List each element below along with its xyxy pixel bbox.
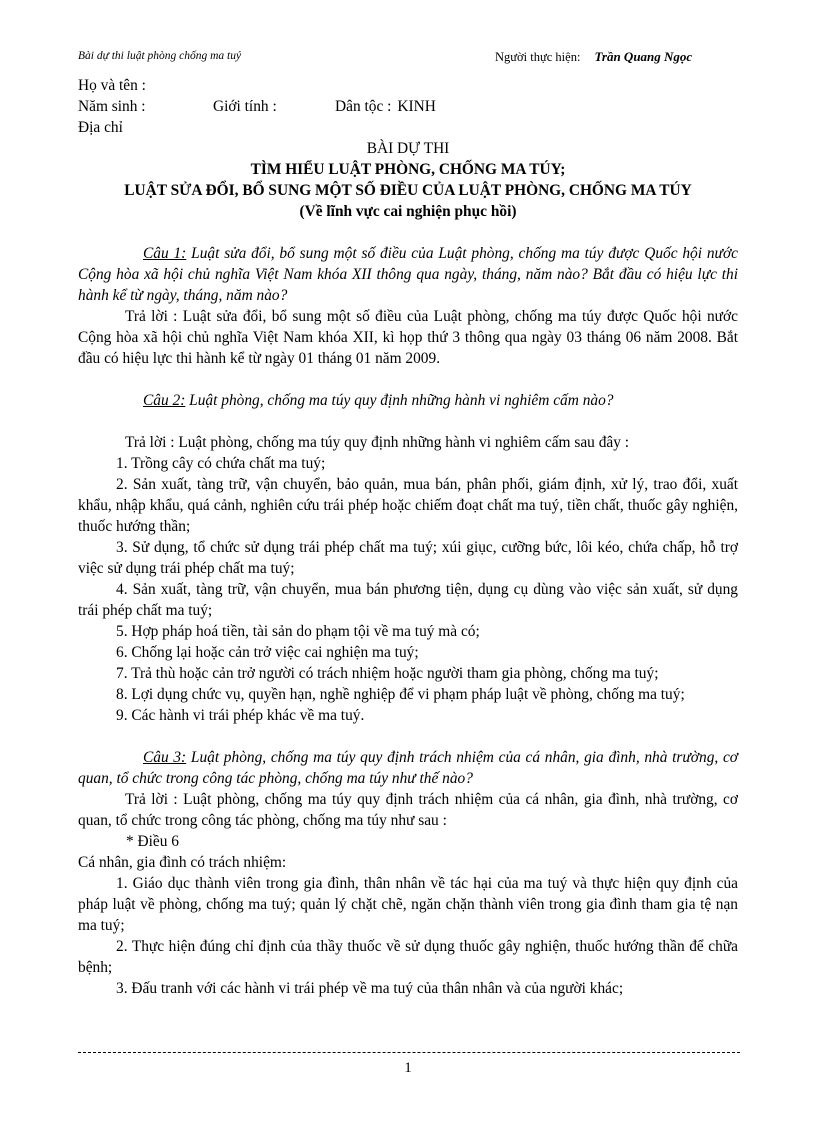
q3-item: 1. Giáo dục thành viên trong gia đình, thân nhân về tác hại của ma tuý và thực hiện quy định của pháp luật về phòng, chống ma tuý; quản lý chặt chẽ, ngăn chặn thành viên trong gia đình tham gia tệ nạn ma tuý; bbox=[78, 875, 738, 934]
gender-label: Giới tính : bbox=[213, 98, 277, 115]
article-6-heading: * Điều 6 bbox=[126, 833, 180, 850]
question-3-text: Luật phòng, chống ma túy quy định trách nhiệm của cá nhân, gia đình, nhà trường, cơ quan, tổ chức trong công tác phòng, chống ma túy như thế nào? bbox=[78, 749, 738, 787]
birth-label: Năm sinh : bbox=[78, 98, 146, 115]
question-3-label: Câu 3: bbox=[143, 749, 187, 766]
question-1-label: Câu 1: bbox=[143, 245, 187, 262]
answer-3: Trả lời : Luật phòng, chống ma túy quy định trách nhiệm của cá nhân, gia đình, nhà trường, cơ quan, tổ chức trong công tác phòng, chống ma túy như sau : bbox=[78, 791, 738, 829]
question-3 bbox=[78, 747, 738, 789]
q2-item: 2. Sản xuất, tàng trữ, vận chuyển, bảo quản, mua bán, phân phối, giám định, xử lý, trao đổi, xuất khẩu, nhập khẩu, quá cảnh, nghiên cứu trái phép hoặc chiếm đoạt chất ma tuý, tiền chất, thuốc gây nghiện, thuốc hướng thần; bbox=[78, 476, 738, 535]
q2-item: 8. Lợi dụng chức vụ, quyền hạn, nghề nghiệp để vi phạm pháp luật về phòng, chống ma tuý; bbox=[116, 686, 685, 703]
title-line-1: BÀI DỰ THI bbox=[366, 140, 450, 157]
birth-gender-row bbox=[78, 96, 738, 117]
question-2-label: Câu 2: bbox=[143, 392, 186, 409]
question-1 bbox=[78, 243, 738, 306]
q2-item: 4. Sản xuất, tàng trữ, vận chuyển, mua bán phương tiện, dụng cụ dùng vào việc sản xuất, sử dụng trái phép chất ma tuý; bbox=[78, 581, 738, 619]
article-6-subhead: Cá nhân, gia đình có trách nhiệm: bbox=[78, 854, 287, 871]
ethnic-label: Dân tộc : bbox=[335, 98, 392, 115]
q2-item: 1. Trồng cây có chứa chất ma tuý; bbox=[116, 455, 326, 472]
author-name: Trần Quang Ngọc bbox=[594, 49, 693, 64]
question-2 bbox=[78, 390, 738, 411]
q2-item: 9. Các hành vi trái phép khác về ma tuý. bbox=[116, 707, 365, 724]
title-line-4: (Về lĩnh vực cai nghiện phục hồi) bbox=[299, 203, 517, 220]
q2-item: 5. Hợp pháp hoá tiền, tài sản do phạm tội về ma tuý mà có; bbox=[116, 623, 480, 640]
q2-item: 3. Sử dụng, tổ chức sử dụng trái phép chất ma tuý; xúi giục, cưỡng bức, lôi kéo, chứa chấp, hỗ trợ việc sử dụng trái phép chất ma tuý; bbox=[78, 539, 738, 577]
footer-divider bbox=[78, 1052, 740, 1053]
page-number: 1 bbox=[404, 1060, 412, 1076]
header-author-block bbox=[495, 49, 692, 65]
answer-1: Trả lời : Luật sửa đổi, bổ sung một số điều của Luật phòng, chống ma túy được Quốc hội nước Cộng hòa xã hội chủ nghĩa Việt Nam khóa XII, kì họp thứ 3 thông qua ngày 03 tháng 06 năm 2008. Bắt đầu có hiệu lực thi hành kể từ ngày 01 tháng 01 năm 2009. bbox=[78, 308, 738, 367]
name-label: Họ và tên : bbox=[78, 77, 146, 94]
title-line-3: LUẬT SỬA ĐỔI, BỔ SUNG MỘT SỐ ĐIỀU CỦA LUẬT PHÒNG, CHỐNG MA TÚY bbox=[124, 182, 692, 199]
q3-item: 2. Thực hiện đúng chỉ định của thầy thuốc về sử dụng thuốc gây nghiện, thuốc hướng thần để chữa bệnh; bbox=[78, 938, 738, 976]
title-line-2: TÌM HIỂU LUẬT PHÒNG, CHỐNG MA TÚY; bbox=[250, 161, 566, 178]
answer-2: Trả lời : Luật phòng, chống ma túy quy định những hành vi nghiêm cấm sau đây : bbox=[125, 434, 630, 451]
address-label: Địa chỉ bbox=[78, 119, 123, 136]
question-1-text: Luật sửa đổi, bổ sung một số điều của Luật phòng, chống ma túy được Quốc hội nước Cộng hòa xã hội chủ nghĩa Việt Nam khóa XII thông qua ngày, tháng, năm nào? Bắt đầu có hiệu lực thi hành kể từ ngày, tháng, năm nào? bbox=[78, 245, 738, 304]
ethnic-value: KINH bbox=[397, 98, 436, 115]
q2-item: 7. Trả thù hoặc cản trở người có trách nhiệm hoặc người tham gia phòng, chống ma tuý; bbox=[116, 665, 659, 682]
question-2-text: Luật phòng, chống ma túy quy định những hành vi nghiêm cấm nào? bbox=[185, 392, 614, 409]
q3-item: 3. Đấu tranh với các hành vi trái phép về ma tuý của thân nhân và của người khác; bbox=[116, 980, 624, 997]
header-left-text: Bài dự thi luật phòng chống ma tuý bbox=[78, 50, 242, 62]
author-label: Người thực hiện: bbox=[495, 50, 581, 64]
q2-item: 6. Chống lại hoặc cản trở việc cai nghiện ma tuý; bbox=[116, 644, 419, 661]
document-body bbox=[78, 75, 738, 999]
